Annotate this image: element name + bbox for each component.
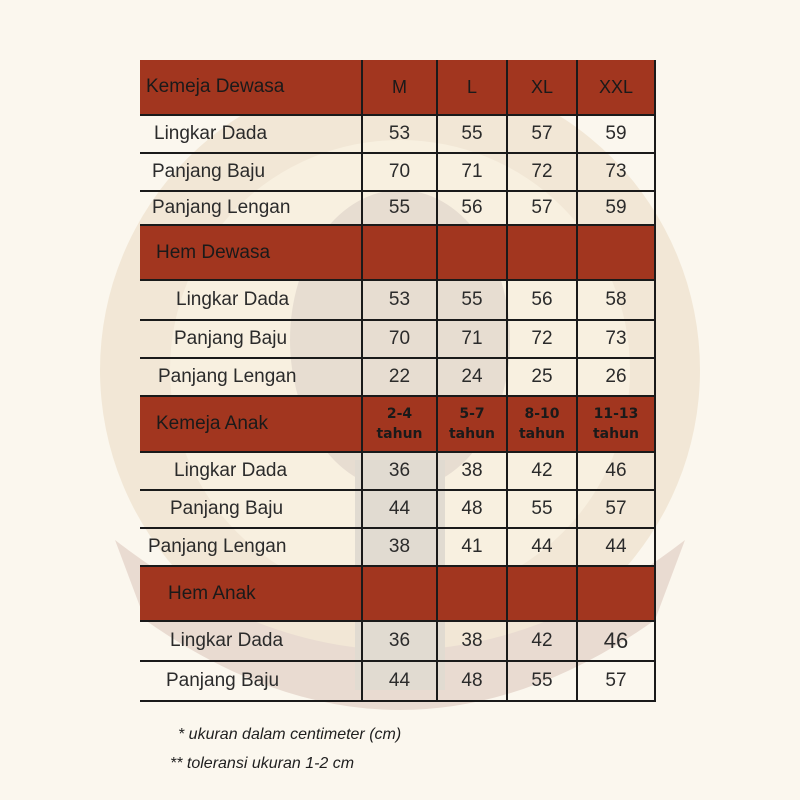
age-range: 2-4 bbox=[386, 406, 413, 422]
age-unit: tahun bbox=[376, 426, 423, 442]
table-cell: 42 bbox=[507, 621, 577, 661]
table-cell: 25 bbox=[507, 358, 577, 396]
row-label: Panjang Baju bbox=[140, 153, 362, 191]
table-cell: 46 bbox=[577, 621, 655, 661]
row-label: Panjang Baju bbox=[140, 320, 362, 358]
table-cell: 57 bbox=[507, 191, 577, 225]
table-cell: 44 bbox=[362, 661, 437, 701]
table-cell: 44 bbox=[577, 528, 655, 566]
footnote-tolerance: ** toleransi ukuran 1-2 cm bbox=[170, 755, 355, 772]
empty-header-cell bbox=[437, 225, 507, 280]
table-cell: 55 bbox=[507, 661, 577, 701]
row-label: Panjang Baju bbox=[140, 490, 362, 528]
table-cell: 36 bbox=[362, 621, 437, 661]
row-label: Panjang Lengan bbox=[140, 528, 362, 566]
empty-header-cell bbox=[577, 225, 655, 280]
age-range: 5-7 bbox=[459, 406, 485, 422]
table-row bbox=[140, 528, 655, 566]
section-header-hem-anak bbox=[140, 566, 655, 621]
empty-header-cell bbox=[362, 225, 437, 280]
table-row bbox=[140, 490, 655, 528]
table-cell: 55 bbox=[437, 115, 507, 153]
row-label: Panjang Baju bbox=[140, 661, 362, 701]
row-label: Lingkar Dada bbox=[140, 115, 362, 153]
table-cell: 22 bbox=[362, 358, 437, 396]
empty-header-cell bbox=[437, 566, 507, 621]
table-row bbox=[140, 115, 655, 153]
age-range: 8-10 bbox=[524, 406, 560, 422]
table-cell: 71 bbox=[437, 320, 507, 358]
size-header-m: M bbox=[362, 60, 437, 115]
table-cell: 53 bbox=[362, 280, 437, 320]
size-chart-table bbox=[140, 60, 656, 702]
empty-header-cell bbox=[362, 566, 437, 621]
table-cell: 48 bbox=[437, 490, 507, 528]
section-header-kemeja-anak bbox=[140, 396, 655, 452]
table-cell: 41 bbox=[437, 528, 507, 566]
table-cell: 38 bbox=[437, 452, 507, 490]
section-title: Hem Anak bbox=[140, 566, 362, 621]
row-label: Panjang Lengan bbox=[140, 191, 362, 225]
table-cell: 53 bbox=[362, 115, 437, 153]
section-header-hem-dewasa bbox=[140, 225, 655, 280]
table-cell: 58 bbox=[577, 280, 655, 320]
empty-header-cell bbox=[507, 225, 577, 280]
table-row bbox=[140, 661, 655, 701]
section-title: Hem Dewasa bbox=[140, 225, 362, 280]
size-header-xxl: XXL bbox=[577, 60, 655, 115]
table-cell: 73 bbox=[577, 320, 655, 358]
row-label: Lingkar Dada bbox=[140, 280, 362, 320]
table-cell: 57 bbox=[577, 490, 655, 528]
section-header-kemeja-dewasa bbox=[140, 60, 655, 115]
table-cell: 44 bbox=[507, 528, 577, 566]
table-row bbox=[140, 452, 655, 490]
table-cell: 56 bbox=[507, 280, 577, 320]
table-cell: 55 bbox=[362, 191, 437, 225]
table-cell: 57 bbox=[507, 115, 577, 153]
age-header-11-13 bbox=[577, 396, 655, 452]
table-cell: 73 bbox=[577, 153, 655, 191]
table-cell: 48 bbox=[437, 661, 507, 701]
table-cell: 26 bbox=[577, 358, 655, 396]
table-row bbox=[140, 621, 655, 661]
table-cell: 59 bbox=[577, 191, 655, 225]
table-cell: 38 bbox=[437, 621, 507, 661]
row-label: Lingkar Dada bbox=[140, 621, 362, 661]
table-row bbox=[140, 280, 655, 320]
footnotes bbox=[170, 720, 401, 778]
table-row bbox=[140, 320, 655, 358]
table-cell: 42 bbox=[507, 452, 577, 490]
table-cell: 38 bbox=[362, 528, 437, 566]
age-header-5-7 bbox=[437, 396, 507, 452]
empty-header-cell bbox=[577, 566, 655, 621]
table-row bbox=[140, 358, 655, 396]
table-row bbox=[140, 191, 655, 225]
table-cell: 56 bbox=[437, 191, 507, 225]
table-cell: 55 bbox=[507, 490, 577, 528]
table-cell: 70 bbox=[362, 320, 437, 358]
table-cell: 72 bbox=[507, 320, 577, 358]
age-unit: tahun bbox=[518, 426, 566, 442]
section-title: Kemeja Anak bbox=[140, 396, 362, 452]
empty-header-cell bbox=[507, 566, 577, 621]
age-range: 11-13 bbox=[593, 406, 639, 422]
table-cell: 24 bbox=[437, 358, 507, 396]
table-cell: 44 bbox=[362, 490, 437, 528]
row-label: Panjang Lengan bbox=[140, 358, 362, 396]
table-cell: 55 bbox=[437, 280, 507, 320]
table-cell: 57 bbox=[577, 661, 655, 701]
size-header-xl: XL bbox=[507, 60, 577, 115]
footnote-unit: * ukuran dalam centimeter (cm) bbox=[178, 726, 402, 743]
age-unit: tahun bbox=[448, 426, 496, 442]
table-row bbox=[140, 153, 655, 191]
age-unit: tahun bbox=[592, 426, 640, 442]
table-cell: 70 bbox=[362, 153, 437, 191]
row-label: Lingkar Dada bbox=[140, 452, 362, 490]
section-title: Kemeja Dewasa bbox=[140, 60, 362, 115]
table-cell: 46 bbox=[577, 452, 655, 490]
table-cell: 71 bbox=[437, 153, 507, 191]
size-header-l: L bbox=[437, 60, 507, 115]
table-cell: 36 bbox=[362, 452, 437, 490]
age-header-8-10 bbox=[507, 396, 577, 452]
table-cell: 59 bbox=[577, 115, 655, 153]
table-cell: 72 bbox=[507, 153, 577, 191]
age-header-2-4 bbox=[362, 396, 437, 452]
